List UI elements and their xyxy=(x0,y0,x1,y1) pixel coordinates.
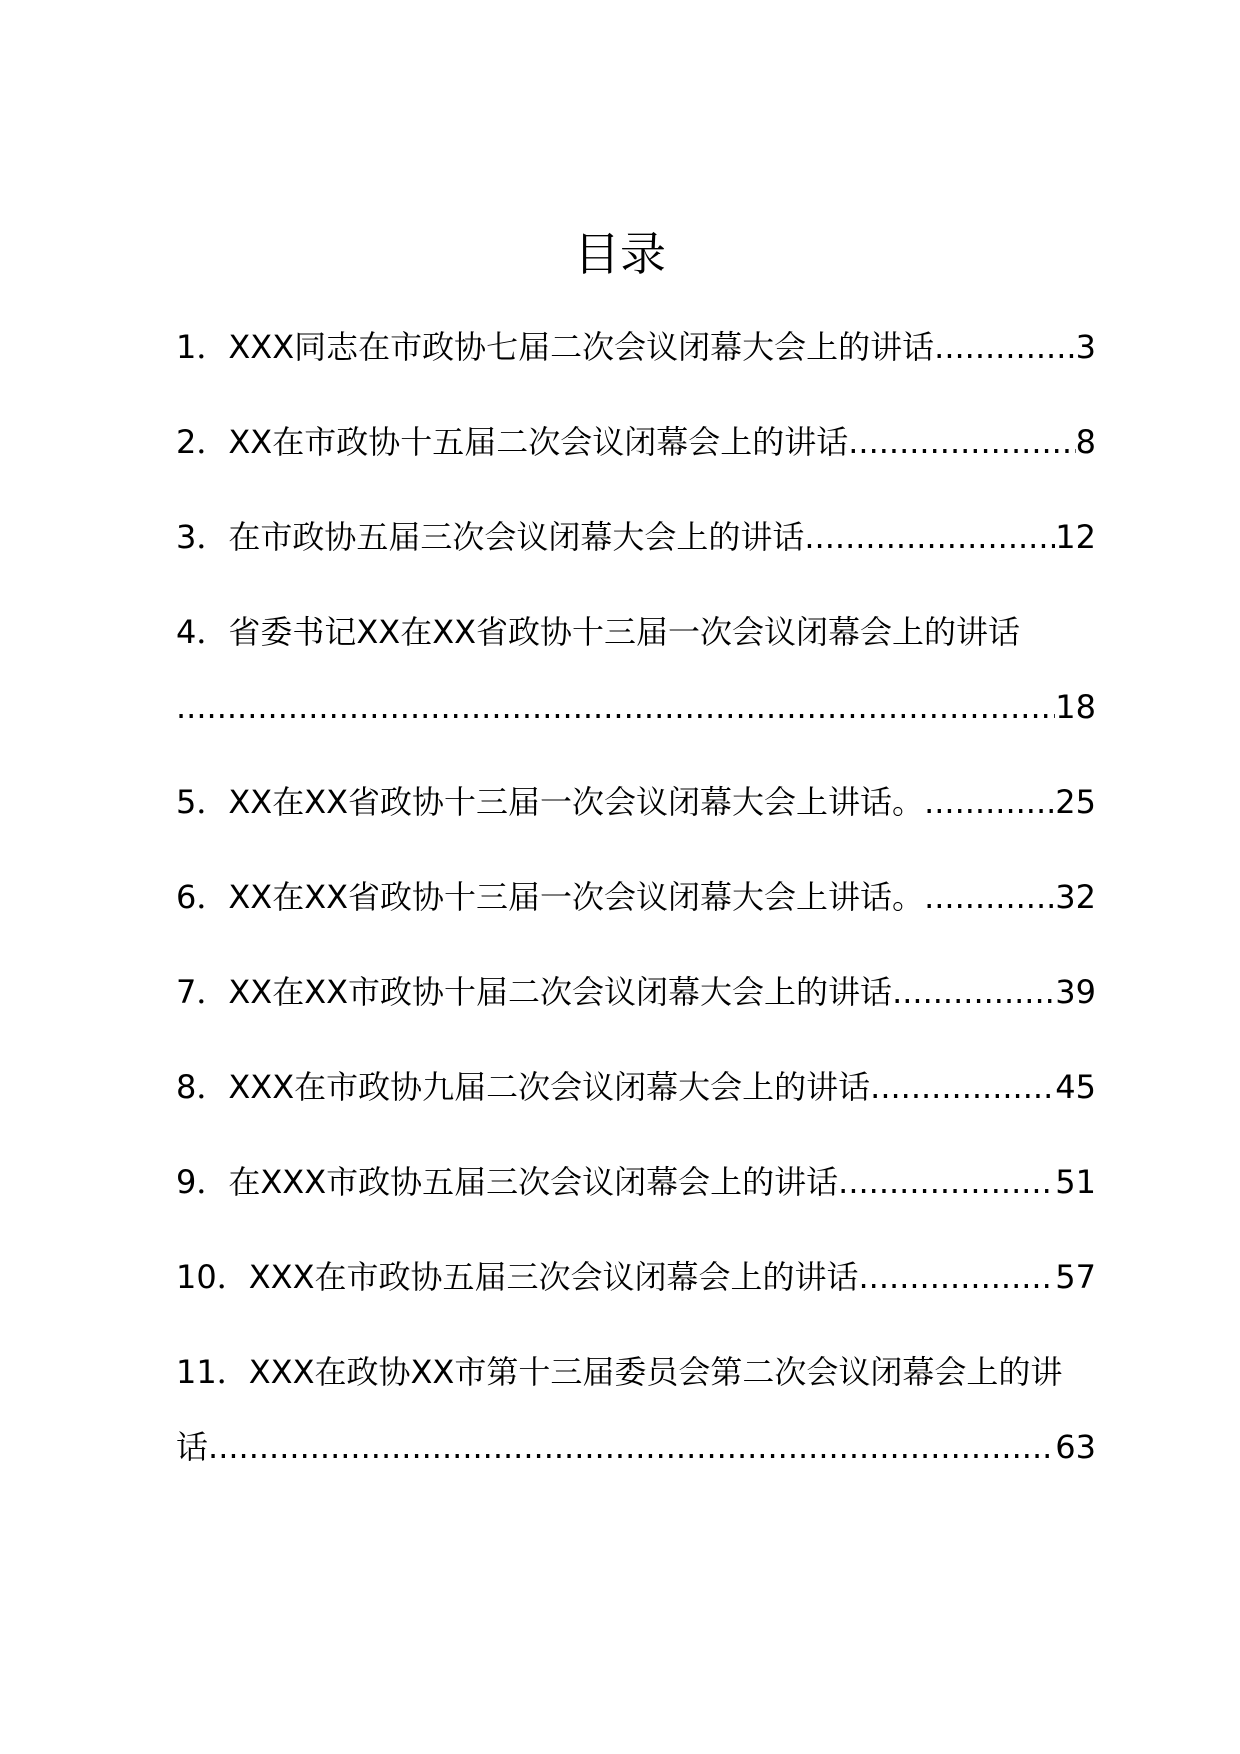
toc-entry[interactable] xyxy=(176,417,1096,467)
toc-entry-line xyxy=(176,322,1096,372)
toc-dot-leader xyxy=(176,682,1055,732)
toc-entry[interactable] xyxy=(176,967,1096,1017)
toc-page-number: 63 xyxy=(1055,1428,1096,1466)
toc-dot-leader xyxy=(859,1252,1056,1302)
toc-entry[interactable] xyxy=(176,777,1096,827)
toc-entry-title: 8．XXX在市政协九届二次会议闭幕大会上的讲话 xyxy=(176,1068,871,1106)
toc-entry[interactable] xyxy=(176,1252,1096,1302)
toc-entry-line xyxy=(176,1062,1096,1112)
toc-entry-title: 7．XX在XX市政协十届二次会议闭幕大会上的讲话 xyxy=(176,973,893,1011)
toc-entry-title: 6．XX在XX省政协十三届一次会议闭幕大会上讲话。 xyxy=(176,878,925,916)
toc-dot-leader xyxy=(934,322,1076,372)
toc-entry[interactable] xyxy=(176,1347,1096,1472)
toc-entry[interactable] xyxy=(176,607,1096,732)
toc-entry-title: 1．XXX同志在市政协七届二次会议闭幕大会上的讲话 xyxy=(176,328,935,366)
toc-entry[interactable] xyxy=(176,322,1096,372)
toc-page-number: 45 xyxy=(1055,1068,1096,1106)
toc-dot-leader xyxy=(924,872,1055,922)
toc-entry-line xyxy=(176,417,1096,467)
toc-entry-title: 3．在市政协五届三次会议闭幕大会上的讲话 xyxy=(176,518,805,556)
toc-entry-line xyxy=(176,607,1096,657)
toc-dot-leader xyxy=(870,1062,1055,1112)
toc-dot-leader xyxy=(838,1157,1055,1207)
toc-entry-line xyxy=(176,1422,1096,1472)
toc-entry-line xyxy=(176,1157,1096,1207)
toc-page-number: 18 xyxy=(1055,688,1096,726)
toc-entry-title: 9．在XXX市政协五届三次会议闭幕会上的讲话 xyxy=(176,1163,839,1201)
toc-page-number: 3 xyxy=(1075,328,1096,366)
page-title: 目录 xyxy=(574,227,666,281)
toc-page-number: 12 xyxy=(1055,518,1096,556)
toc-entry-line xyxy=(176,872,1096,922)
toc-entry[interactable] xyxy=(176,872,1096,922)
toc-entry-line xyxy=(176,512,1096,562)
toc-page-number: 8 xyxy=(1075,423,1096,461)
toc-entry-line xyxy=(176,1252,1096,1302)
toc-entry[interactable] xyxy=(176,1062,1096,1112)
toc-dot-leader xyxy=(848,417,1075,467)
toc-entry-title: 10．XXX在市政协五届三次会议闭幕会上的讲话 xyxy=(176,1258,859,1296)
toc-dot-leader xyxy=(892,967,1055,1017)
toc-entry[interactable] xyxy=(176,1157,1096,1207)
toc-entry-line xyxy=(176,1347,1096,1397)
toc-page-number: 51 xyxy=(1055,1163,1096,1201)
toc-dot-leader xyxy=(924,777,1055,827)
toc-entry-title: 2．XX在市政协十五届二次会议闭幕会上的讲话 xyxy=(176,423,849,461)
toc-entry-title: 5．XX在XX省政协十三届一次会议闭幕大会上讲话。 xyxy=(176,783,925,821)
toc-page-number: 39 xyxy=(1055,973,1096,1011)
toc-entry-line xyxy=(176,967,1096,1017)
toc-dot-leader xyxy=(804,512,1055,562)
toc-entry-title: 4．省委书记XX在XX省政协十三届一次会议闭幕会上的讲话 xyxy=(176,613,1021,651)
toc-entry-line xyxy=(176,777,1096,827)
toc-page-number: 57 xyxy=(1055,1258,1096,1296)
toc-page-number: 32 xyxy=(1055,878,1096,916)
toc-entry-line xyxy=(176,682,1096,732)
toc-entry-title: 话 xyxy=(176,1428,209,1466)
toc-entry-title: 11．XXX在政协XX市第十三届委员会第二次会议闭幕会上的讲 xyxy=(176,1353,1063,1391)
toc-page-number: 25 xyxy=(1055,783,1096,821)
toc-dot-leader xyxy=(208,1422,1055,1472)
toc-entry[interactable] xyxy=(176,512,1096,562)
table-of-contents xyxy=(176,322,1096,1517)
